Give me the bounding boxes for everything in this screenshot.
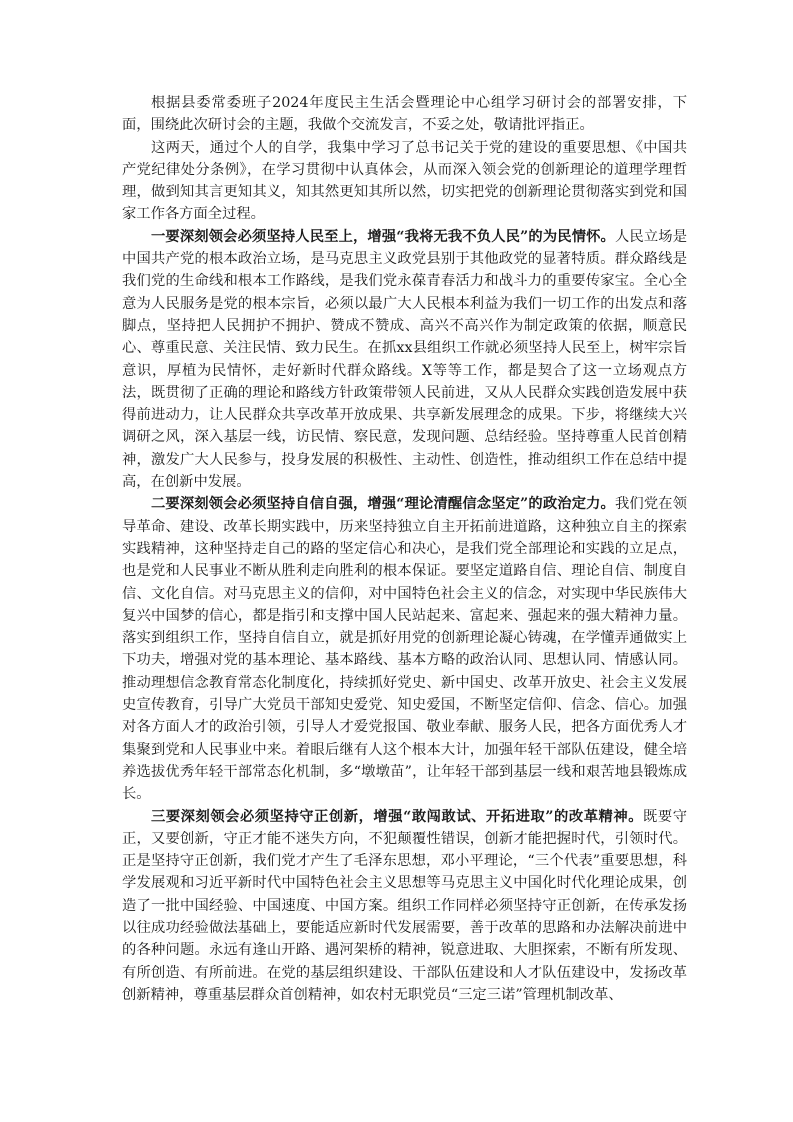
paragraph-section-2 [122,493,687,805]
section-1-body: 人民立场是中国共产党的根本政治立场，是马克思主义政党县别于其他政党的显著特质。群众路线是我们党的生命线和根本工作路线，是我们党永葆青春活力和战斗力的重要传家宝。全心全意为人民服务是党的根本宗旨，必须以最广大人民根本利益为我们一切工作的出发点和落脚点，坚持把人民拥护不拥护、赞成不赞成、高兴不高兴作为制定政策的依据，顺意民心、尊重民意、关注民情、致力民生。在抓xx县组织工作就必须坚持人民至上，树牢宗旨意识，厚植为民情怀，走好新时代群众路线。X等等工作，都是契合了这一立场观点方法，既贯彻了正确的理论和路线方针政策带领人民前进，又从人民群众实践创造发展中获得前进动力，让人民群众共享改革开放成果、共享新发展理念的成果。下步，将继续大兴调研之风，深入基层一线，访民情、察民意，发现问题、总结经验。坚持尊重人民首创精神，激发广大人民参与，投身发展的积极性、主动性、创造性，推动组织工作在总结中提高，在创新中发展。 [122,228,687,491]
section-2-body: 我们党在领导革命、建设、改革长期实践中，历来坚持独立自主开拓前进道路，这种独立自主的探索实践精神，这种坚持走自己的路的坚定信心和决心，是我们党全部理论和实践的立足点，也是党和人民事业不断从胜利走向胜利的根本保证。要坚定道路自信、理论自信、制度自信、文化自信。对马克思主义的信仰，对中国特色社会主义的信念，对实现中华民族伟大复兴中国梦的信心，都是指引和支撑中国人民站起来、富起来、强起来的强大精神力量。落实到组织工作，坚持自信自立，就是抓好用党的创新理论凝心铸魂，在学懂弄通做实上下功夫，增强对党的基本理论、基本路线、基本方略的政治认同、思想认同、情感认同。推动理想信念教育常态化制度化，持续抓好党史、新中国史、改革开放史、社会主义发展史宣传教育，引导广大党员干部知史爱党、知史爱国，不断坚定信仰、信念、信心。加强对各方面人才的政治引领，引导人才爱党报国、敬业奉献、服务人民，把各方面优秀人才集聚到党和人民事业中来。着眼后继有人这个根本大计，加强年轻干部队伍建设，健全培养选拔优秀年轻干部常态化机制，多“墩墩苗”，让年轻干部到基层一线和艰苦地县锻炼成长。 [122,496,687,803]
paragraph-section-1 [122,226,687,494]
section-2-heading: 二要深刻领会必须坚持自信自强，增强“理论清醒信念坚定”的政治定力。 [151,496,615,513]
paragraph-section-3 [122,806,687,1007]
section-1-heading: 一要深刻领会必须坚持人民至上，增强“我将无我不负人民”的为民情怀。 [151,228,615,245]
paragraph-intro: 根据县委常委班子2024年度民主生活会暨理论中心组学习研讨会的部署安排，下面，围绕此次研讨会的主题，我做个交流发言，不妥之处，敬请批评指正。 [122,95,687,134]
document-page [122,92,687,1006]
section-3-heading: 三要深刻领会必须坚持守正创新，增强“敢闯敢试、开拓进取”的改革精神。 [151,808,644,825]
section-3-body: 既要守正，又要创新，守正才能不迷失方向，不犯颠覆性错误，创新才能把握时代，引领时代。正是坚持守正创新，我们党才产生了毛泽东思想，邓小平理论，“三个代表”重要思想，科学发展观和习近平新时代中国特色社会主义思想等马克思主义中国化时代化理论成果，创造了一批中国经验、中国速度、中国方案。组织工作同样必须坚持守正创新，在传承发扬以往成功经验做法基础上，要能适应新时代发展需要，善于改革的思路和办法解决前进中的各种问题。永远有逢山开路、遇河架桥的精神，锐意进取、大胆探索，不断有所发现、有所创造、有所前进。在党的基层组织建设、干部队伍建设和人才队伍建设中，发扬改革创新精神，尊重基层群众首创精神，如农村无职党员“三定三诺”管理机制改革、 [122,808,688,1003]
paragraph-study: 这两天，通过个人的自学，我集中学习了总书记关于党的建设的重要思想、《中国共产党纪律处分条例》，在学习贯彻中认真体会，从而深入领会党的创新理论的道理学理哲理，做到知其言更知其义，知其然更知其所以然，切实把党的创新理论贯彻落实到党和国家工作各方面全过程。 [122,139,687,223]
